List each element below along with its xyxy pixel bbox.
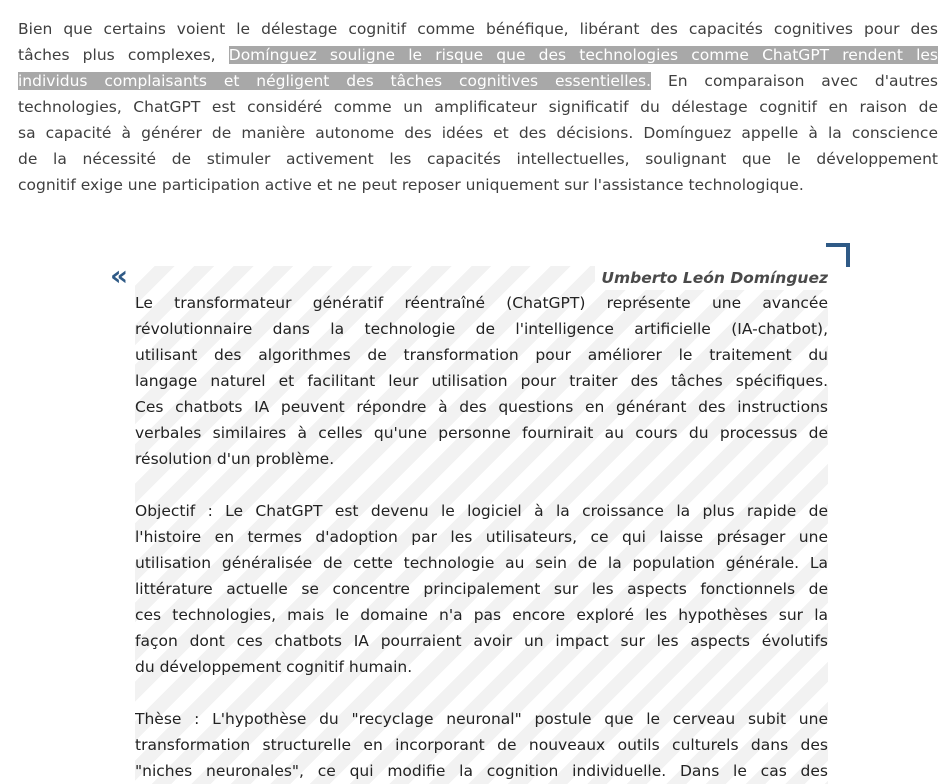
quote-line: ces technologies, mais le domaine n'a pas encore exploré les hypothèses sur la xyxy=(135,606,828,624)
intro-text: de la nécessité de stimuler activement les capacités intellectuelles, soulignant que le développement xyxy=(18,150,938,168)
intro-line xyxy=(18,94,938,120)
quote-line: verbales similaires à celles qu'une personne fournirait au cours du processus de xyxy=(135,424,828,442)
quote-body xyxy=(135,290,828,784)
quote-line: langage naturel et facilitant leur utilisation pour traiter des tâches spécifiques. xyxy=(135,372,828,390)
intro-text: technologies, ChatGPT est considéré comme un amplificateur significatif du délestage cognitif en raison de xyxy=(18,98,938,116)
quote-corner-bracket-icon xyxy=(826,243,850,267)
quote-open-icon: « xyxy=(110,259,129,292)
quote-line: Thèse : L'hypothèse du "recyclage neuronal" postule que le cerveau subit une xyxy=(135,710,828,728)
intro-text: Bien que certains voient le délestage cognitif comme bénéfique, libérant des capacités cognitives pour des xyxy=(18,20,938,38)
quote-line: Ces chatbots IA peuvent répondre à des questions en générant des instructions xyxy=(135,398,828,416)
quote-author: Umberto León Domínguez xyxy=(595,266,828,290)
quote-line: révolutionnaire dans la technologie de l'intelligence artificielle (IA-chatbot), xyxy=(135,320,828,338)
quote-line: "niches neuronales", ce qui modifie la cognition individuelle. Dans le cas des xyxy=(135,762,828,780)
intro-line xyxy=(18,172,938,198)
selected-text-highlight[interactable]: Domínguez souligne le risque que des technologies comme ChatGPT rendent les xyxy=(228,46,938,64)
quote-line: l'histoire en termes d'adoption par les utilisateurs, ce qui laisse présager une xyxy=(135,528,828,546)
paragraph-gap xyxy=(135,472,828,498)
quote-line: résolution d'un problème. xyxy=(135,450,335,468)
quote-line: littérature actuelle se concentre principalement sur les aspects fonctionnels de xyxy=(135,580,828,598)
quote-line: transformation structurelle en incorporant de nouveaux outils culturels dans des xyxy=(135,736,828,754)
blockquote xyxy=(135,266,828,784)
quote-line: utilisant des algorithmes de transformation pour améliorer le traitement du xyxy=(135,346,828,364)
paragraph-gap xyxy=(135,680,828,706)
intro-text: tâches plus complexes, xyxy=(18,46,229,64)
intro-line xyxy=(18,16,938,42)
intro-line xyxy=(18,42,938,68)
quote-line: utilisation généralisée de cette technologie au sein de la population générale. La xyxy=(135,554,828,572)
quote-line: Objectif : Le ChatGPT est devenu le logiciel à la croissance la plus rapide de xyxy=(135,502,828,520)
intro-text: sa capacité à générer de manière autonome des idées et des décisions. Domínguez appelle à la conscience xyxy=(18,124,938,142)
intro-text: cognitif exige une participation active et ne peut reposer uniquement sur l'assistance technologique. xyxy=(18,176,804,194)
intro-line xyxy=(18,68,938,94)
quote-line: Le transformateur génératif réentraîné (ChatGPT) représente une avancée xyxy=(135,294,828,312)
intro-line xyxy=(18,120,938,146)
intro-paragraph xyxy=(18,16,938,198)
intro-text: En comparaison avec d'autres xyxy=(651,72,938,90)
selected-text-highlight[interactable]: individus complaisants et négligent des tâches cognitives essentielles. xyxy=(18,72,652,90)
intro-line xyxy=(18,146,938,172)
quote-line: du développement cognitif humain. xyxy=(135,658,413,676)
quote-line: façon dont ces chatbots IA pourraient avoir un impact sur les aspects évolutifs xyxy=(135,632,828,650)
